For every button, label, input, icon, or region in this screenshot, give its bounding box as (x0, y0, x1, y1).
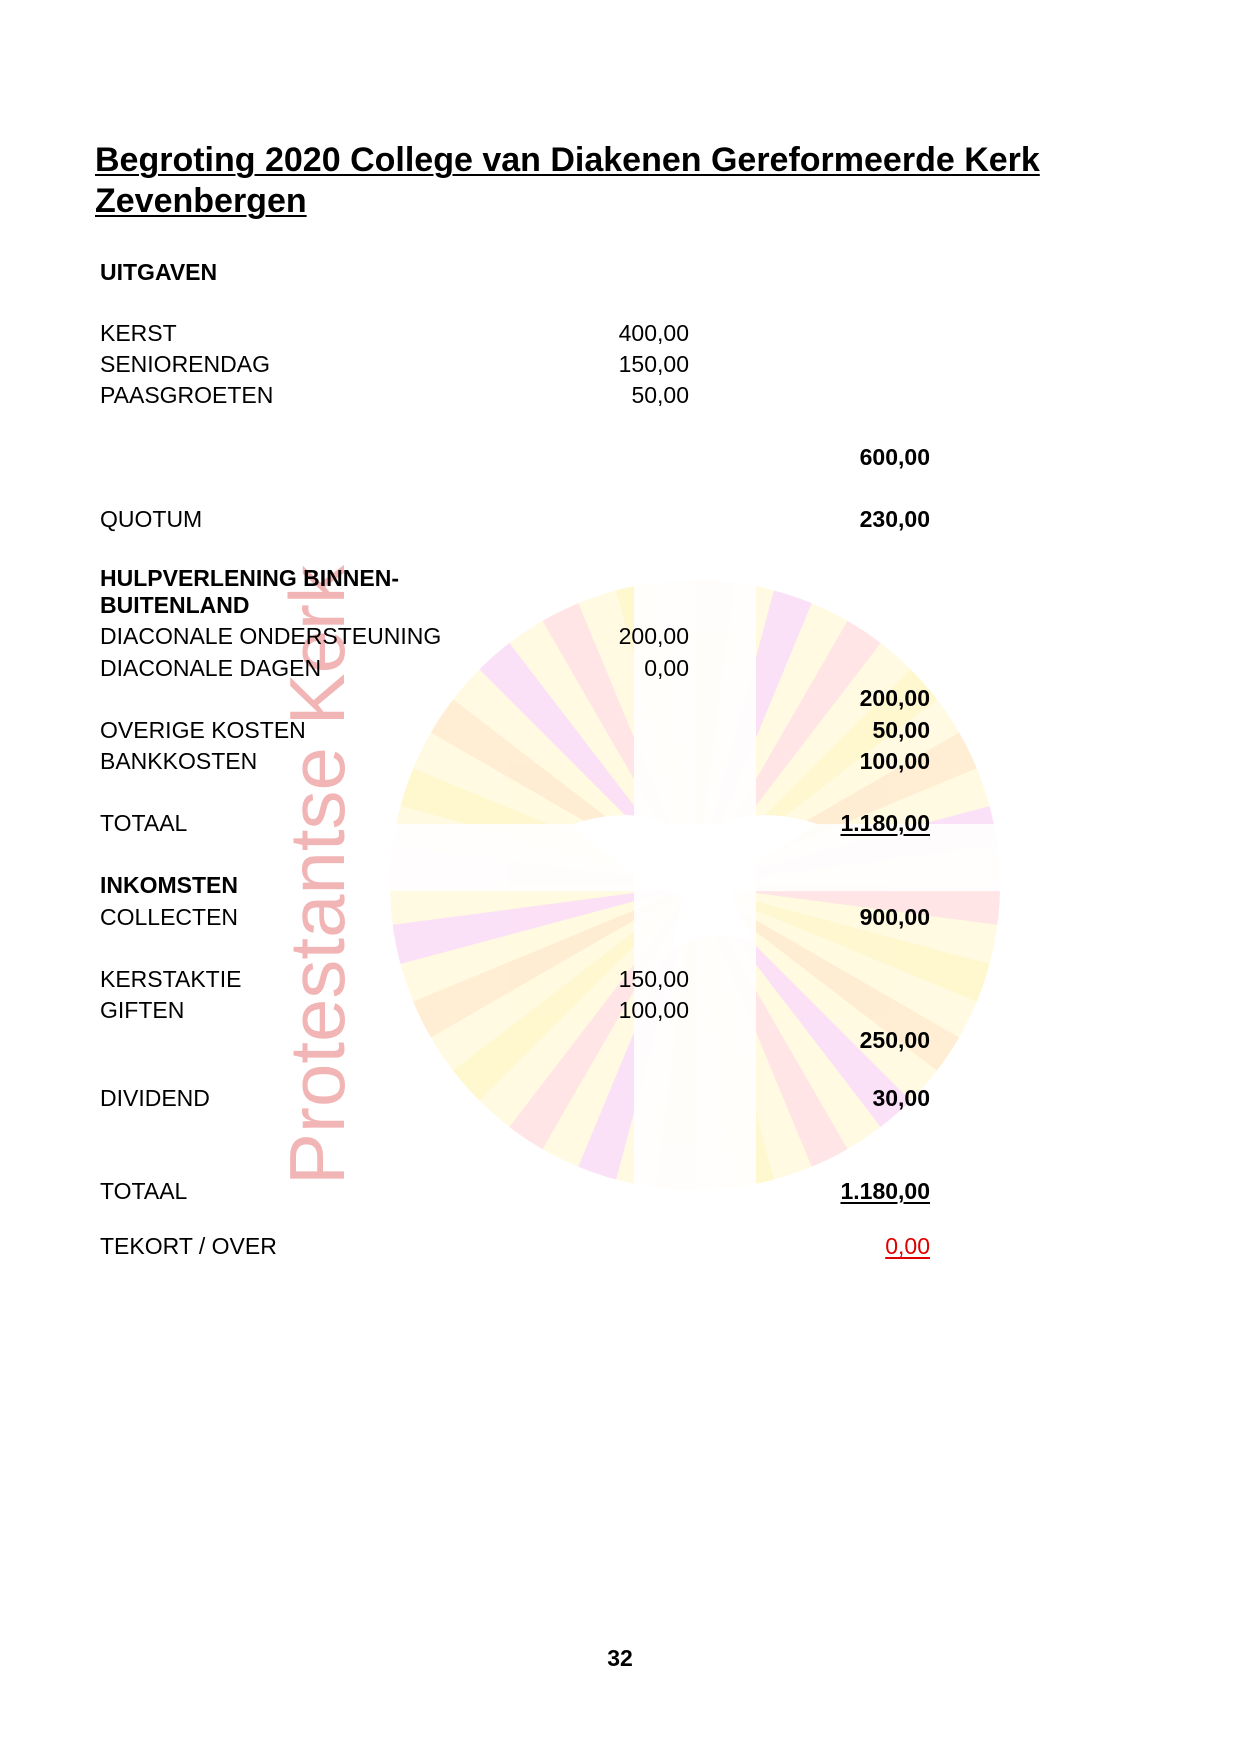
bank-row: BANKKOSTEN 100,00 (100, 748, 930, 774)
list-item (100, 621, 930, 651)
list-item (100, 653, 930, 683)
page-number: 32 (607, 1645, 633, 1671)
subtotal-row (100, 1025, 930, 1055)
overige-row: OVERIGE KOSTEN 50,00 (100, 717, 930, 743)
item-label: KERST (100, 320, 177, 346)
item-label: DIACONALE DAGEN (100, 655, 322, 681)
item-amount: 200,00 (618, 623, 689, 649)
watermark-text: Protestantse Kerk (273, 565, 361, 1185)
item-amount: 150,00 (618, 966, 689, 992)
list-item (100, 349, 930, 379)
tekort-amount: 0,00 (885, 1233, 930, 1259)
list-item (100, 318, 930, 348)
item-label: KERSTAKTIE (100, 966, 242, 992)
item-amount: 100,00 (618, 997, 689, 1023)
dividend-row: DIVIDEND 30,00 (100, 1085, 930, 1111)
quotum-row: QUOTUM 230,00 (100, 506, 930, 532)
subtotal-amount: 600,00 (859, 444, 930, 470)
subtotal-row (100, 683, 930, 713)
total-amount: 1.180,00 (840, 1178, 930, 1204)
subtotal-amount: 200,00 (859, 685, 930, 711)
document-title: Begroting 2020 College van Diakenen Gereformeerde Kerk Zevenbergen (95, 141, 1040, 220)
uitgaven-heading: UITGAVEN (100, 259, 218, 285)
subtotal-row (100, 442, 930, 472)
list-item (100, 380, 930, 410)
item-amount: 0,00 (644, 655, 689, 681)
hulpverlening-heading: HULPVERLENING BINNEN- (100, 565, 400, 591)
inkomsten-heading: INKOMSTEN (100, 872, 238, 898)
list-item (100, 995, 930, 1025)
subtotal-amount: 250,00 (859, 1027, 930, 1053)
item-amount: 150,00 (618, 351, 689, 377)
item-amount: 50,00 (631, 382, 689, 408)
item-amount: 400,00 (618, 320, 689, 346)
item-label: DIACONALE ONDERSTEUNING (100, 623, 442, 649)
collecten-row: COLLECTEN 900,00 (100, 904, 930, 930)
hulpverlening-heading-2: BUITENLAND (100, 592, 250, 618)
item-label: SENIORENDAG (100, 351, 270, 377)
inkomsten-total-row: TOTAAL 1.180,00 (100, 1178, 930, 1204)
tekort-row: TEKORT / OVER 0,00 (100, 1233, 930, 1259)
item-label: GIFTEN (100, 997, 185, 1023)
item-label: PAASGROETEN (100, 382, 274, 408)
uitgaven-total-row: TOTAAL 1.180,00 (100, 810, 930, 836)
list-item (100, 964, 930, 994)
total-amount: 1.180,00 (840, 810, 930, 836)
